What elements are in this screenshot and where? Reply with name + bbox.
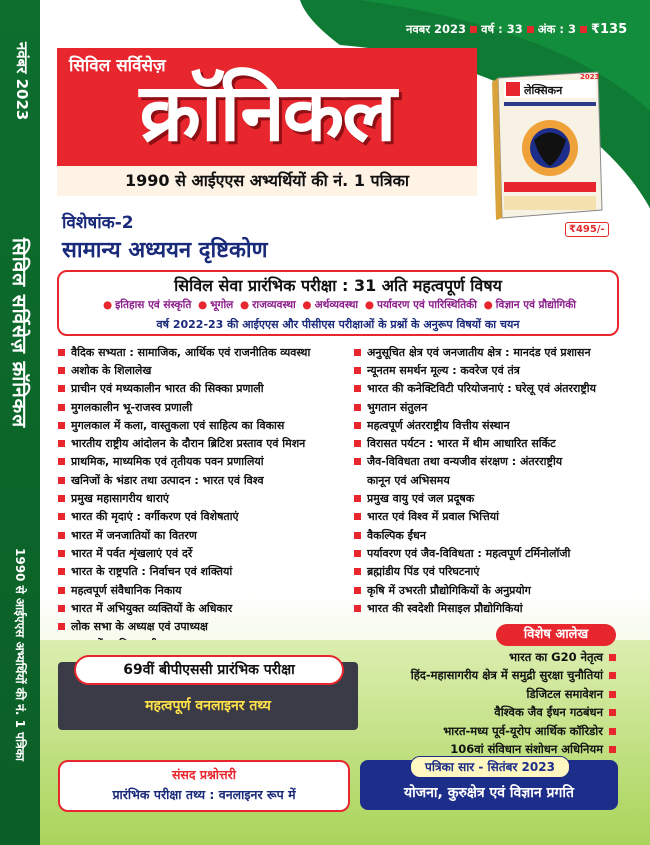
- patrika-saar-box: [360, 760, 618, 810]
- subject-topic: अर्थव्यवस्था: [314, 299, 359, 311]
- square-bullet-icon: [58, 367, 65, 374]
- right-topic-list: [354, 343, 622, 617]
- list-item: लोक सभा के अध्यक्ष एवं उपाध्यक्ष: [58, 617, 348, 635]
- special-issue-title: सामान्य अध्ययन दृष्टिकोण: [62, 238, 268, 263]
- list-item: भारत में पर्वत शृंखलाएं एवं दर्रे: [58, 544, 348, 562]
- list-item: भारत का G20 नेतृत्व: [411, 648, 616, 667]
- bpsc-box: [58, 662, 358, 730]
- square-bullet-icon: [58, 477, 65, 484]
- square-bullet-icon: [58, 440, 65, 447]
- bpsc-heading: 69वीं बीपीएससी प्रारंभिक परीक्षा: [74, 655, 344, 685]
- sansad-heading: संसद प्रश्नोत्तरी: [171, 767, 237, 782]
- list-item: डिजिटल समावेशन: [411, 685, 616, 704]
- list-item: अनुसूचित क्षेत्र एवं जनजातीय क्षेत्र : मानदंड एवं प्रशासन: [354, 343, 622, 361]
- subject-topic: भूगोल: [210, 299, 234, 311]
- square-bullet-icon: [58, 568, 65, 575]
- square-bullet-icon: [58, 623, 65, 630]
- book-price: ₹495/-: [565, 222, 609, 237]
- square-bullet-icon: [354, 495, 361, 502]
- spine-date: नवंबर 2023: [13, 42, 31, 121]
- list-item: भारत के राष्ट्रपति : निर्वाचन एवं शक्तियां: [58, 563, 348, 581]
- dot-bullet-icon: ●: [102, 299, 113, 311]
- square-bullet-icon: [354, 404, 361, 411]
- spine-tagline: 1990 से आईएएस अभ्यर्थियों की नं. 1 पत्रिका: [13, 548, 27, 762]
- sansad-box: [58, 760, 350, 812]
- square-bullet-icon: [58, 587, 65, 594]
- square-bullet-icon: [354, 385, 361, 392]
- list-item: मुगलकाल में कला, वास्तुकला एवं साहित्य का विकास: [58, 416, 348, 434]
- list-item: भुगतान संतुलन: [354, 398, 622, 416]
- square-bullet-icon: [470, 26, 477, 33]
- list-item: अशोक के शिलालेख: [58, 361, 348, 379]
- square-bullet-icon: [354, 367, 361, 374]
- book-year: 2023: [580, 73, 600, 81]
- list-item-continued: कानून एवं अभिसमय: [367, 473, 450, 487]
- issue-month: नवबर 2023: [406, 22, 467, 36]
- issue-year: वर्ष : 33: [481, 22, 523, 36]
- list-item: प्राथमिक, माध्यमिक एवं तृतीयक पवन प्रणालियां: [58, 453, 348, 471]
- patrika-heading: पत्रिका सार - सितंबर 2023: [410, 756, 570, 778]
- list-item: भारत में जनजातियों का वितरण: [58, 526, 348, 544]
- square-bullet-icon: [354, 568, 361, 575]
- list-item: पर्यावरण एवं जैव-विविधता : महत्वपूर्ण टर्मिनोलॉजी: [354, 544, 622, 562]
- list-item: भारत की मृदाएं : वर्गीकरण एवं विशेषताएं: [58, 508, 348, 526]
- list-item: न्यूनतम समर्थन मूल्य : कवरेज एवं तंत्र: [354, 361, 622, 379]
- list-item: वैदिक सभ्यता : सामाजिक, आर्थिक एवं राजनीतिक व्यवस्था: [58, 343, 348, 361]
- square-bullet-icon: [354, 532, 361, 539]
- subject-topic: राजव्यवस्था: [252, 299, 296, 311]
- square-bullet-icon: [609, 746, 616, 753]
- list-item: महत्वपूर्ण अंतरराष्ट्रीय वित्तीय संस्थान: [354, 416, 622, 434]
- dot-bullet-icon: ●: [197, 299, 208, 311]
- subject-topics: [59, 298, 617, 312]
- list-item: महत्वपूर्ण संवैधानिक निकाय: [58, 581, 348, 599]
- square-bullet-icon: [58, 404, 65, 411]
- square-bullet-icon: [354, 605, 361, 612]
- list-item: भारत की कनेक्टिविटी परियोजनाएं : घरेलू एवं अंतरराष्ट्रीय: [354, 380, 622, 398]
- list-item: वैश्विक जैव ईंधन गठबंधन: [411, 704, 616, 723]
- list-item: प्राचीन एवं मध्यकालीन भारत की सिक्का प्रणाली: [58, 380, 348, 398]
- list-item: ब्रह्मांडीय पिंड एवं परिघटनाएं: [354, 563, 622, 581]
- list-item: प्रमुख महासागरीय धाराएं: [58, 489, 348, 507]
- square-bullet-icon: [58, 458, 65, 465]
- list-item: कृषि में उभरती प्रौद्योगिकियों के अनुप्रयोग: [354, 581, 622, 599]
- issue-price: ₹135: [590, 22, 628, 37]
- list-item: भारत एवं विश्व में प्रवाल भित्तियां: [354, 508, 622, 526]
- list-item: जैव-विविधता तथा वन्यजीव संरक्षण : अंतरराष्ट्रीय: [354, 453, 622, 471]
- dot-bullet-icon: ●: [483, 299, 493, 311]
- square-bullet-icon: [58, 532, 65, 539]
- square-bullet-icon: [58, 513, 65, 520]
- square-bullet-icon: [354, 550, 361, 557]
- subject-topic: पर्यावरण एवं पारिस्थितिकी: [376, 299, 477, 311]
- masthead-subtitle: सिविल सर्विसेज़: [69, 56, 166, 76]
- dot-bullet-icon: ●: [239, 299, 250, 311]
- square-bullet-icon: [609, 654, 616, 661]
- subject-box-heading: सिविल सेवा प्रारंभिक परीक्षा : 31 अति महत्वपूर्ण विषय: [174, 276, 502, 295]
- list-item: मुगलकालीन भू-राजस्व प्रणाली: [58, 398, 348, 416]
- sansad-subheading: प्रारंभिक परीक्षा तथ्य : वनलाइनर रूप में: [112, 787, 296, 802]
- masthead-tagline: 1990 से आईएएस अभ्यर्थियों की नं. 1 पत्रिका: [124, 171, 410, 190]
- bpsc-subheading: महत्वपूर्ण वनलाइनर तथ्य: [145, 698, 271, 714]
- square-bullet-icon: [354, 587, 361, 594]
- subject-topic: इतिहास एवं संस्कृति: [115, 299, 192, 311]
- vishesh-aalekh-heading: विशेष आलेख: [496, 624, 616, 646]
- spine: [0, 0, 40, 845]
- issue-number: अंक : 3: [537, 22, 576, 36]
- spine-magazine-name: सिविल सर्विसेज़ क्रॉनिकल: [8, 238, 30, 429]
- square-bullet-icon: [580, 26, 587, 33]
- list-item: विरासत पर्यटन : भारत में थीम आधारित सर्किट: [354, 434, 622, 452]
- square-bullet-icon: [58, 385, 65, 392]
- issue-info: [406, 22, 627, 37]
- square-bullet-icon: [609, 709, 616, 716]
- square-bullet-icon: [58, 495, 65, 502]
- square-bullet-icon: [527, 26, 534, 33]
- square-bullet-icon: [354, 422, 361, 429]
- special-issue-label: विशेषांक-2: [62, 213, 134, 233]
- square-bullet-icon: [354, 440, 361, 447]
- left-topic-list: [58, 343, 348, 654]
- square-bullet-icon: [58, 349, 65, 356]
- square-bullet-icon: [354, 458, 361, 465]
- list-item: भारत में अभियुक्त व्यक्तियों के अधिकार: [58, 599, 348, 617]
- square-bullet-icon: [58, 605, 65, 612]
- list-item: खनिजों के भंडार तथा उत्पादन : भारत एवं विश्व: [58, 471, 348, 489]
- square-bullet-icon: [609, 691, 616, 698]
- list-item: प्रमुख वायु एवं जल प्रदूषक: [354, 489, 622, 507]
- vishesh-aalekh-list: [411, 648, 616, 759]
- subject-topic: विज्ञान एवं प्रौद्योगिकी: [495, 299, 576, 311]
- subject-box-note: वर्ष 2022-23 की आईएएस और पीसीएस परीक्षाओं के प्रश्नों के अनुरूप विषयों का चयन: [156, 318, 520, 331]
- masthead-title: क्रॉनिकल: [139, 66, 395, 159]
- list-item: वैकल्पिक ईंधन: [354, 526, 622, 544]
- list-item: 106वां संविधान संशोधन अधिनियम: [411, 741, 616, 760]
- dot-bullet-icon: ●: [364, 299, 374, 311]
- square-bullet-icon: [58, 550, 65, 557]
- square-bullet-icon: [609, 672, 616, 679]
- list-item: भारत की स्वदेशी मिसाइल प्रौद्योगिकियां: [354, 599, 622, 617]
- list-item: हिंद-महासागरीय क्षेत्र में समुद्री सुरक्षा चुनौतियां: [411, 667, 616, 686]
- square-bullet-icon: [354, 349, 361, 356]
- dot-bullet-icon: ●: [302, 299, 312, 311]
- square-bullet-icon: [609, 728, 616, 735]
- square-bullet-icon: [58, 422, 65, 429]
- masthead: [57, 48, 477, 196]
- patrika-subheading: योजना, कुरुक्षेत्र एवं विज्ञान प्रगति: [404, 785, 574, 801]
- square-bullet-icon: [354, 513, 361, 520]
- subject-box: [57, 270, 619, 336]
- list-item: भारत-मध्य पूर्व-यूरोप आर्थिक कॉरिडोर: [411, 722, 616, 741]
- book-ad-image: [490, 70, 608, 220]
- list-item: भारतीय राष्ट्रीय आंदोलन के दौरान ब्रिटिश प्रस्ताव एवं मिशन: [58, 434, 348, 452]
- book-brand: लेक्सिकन: [524, 84, 563, 97]
